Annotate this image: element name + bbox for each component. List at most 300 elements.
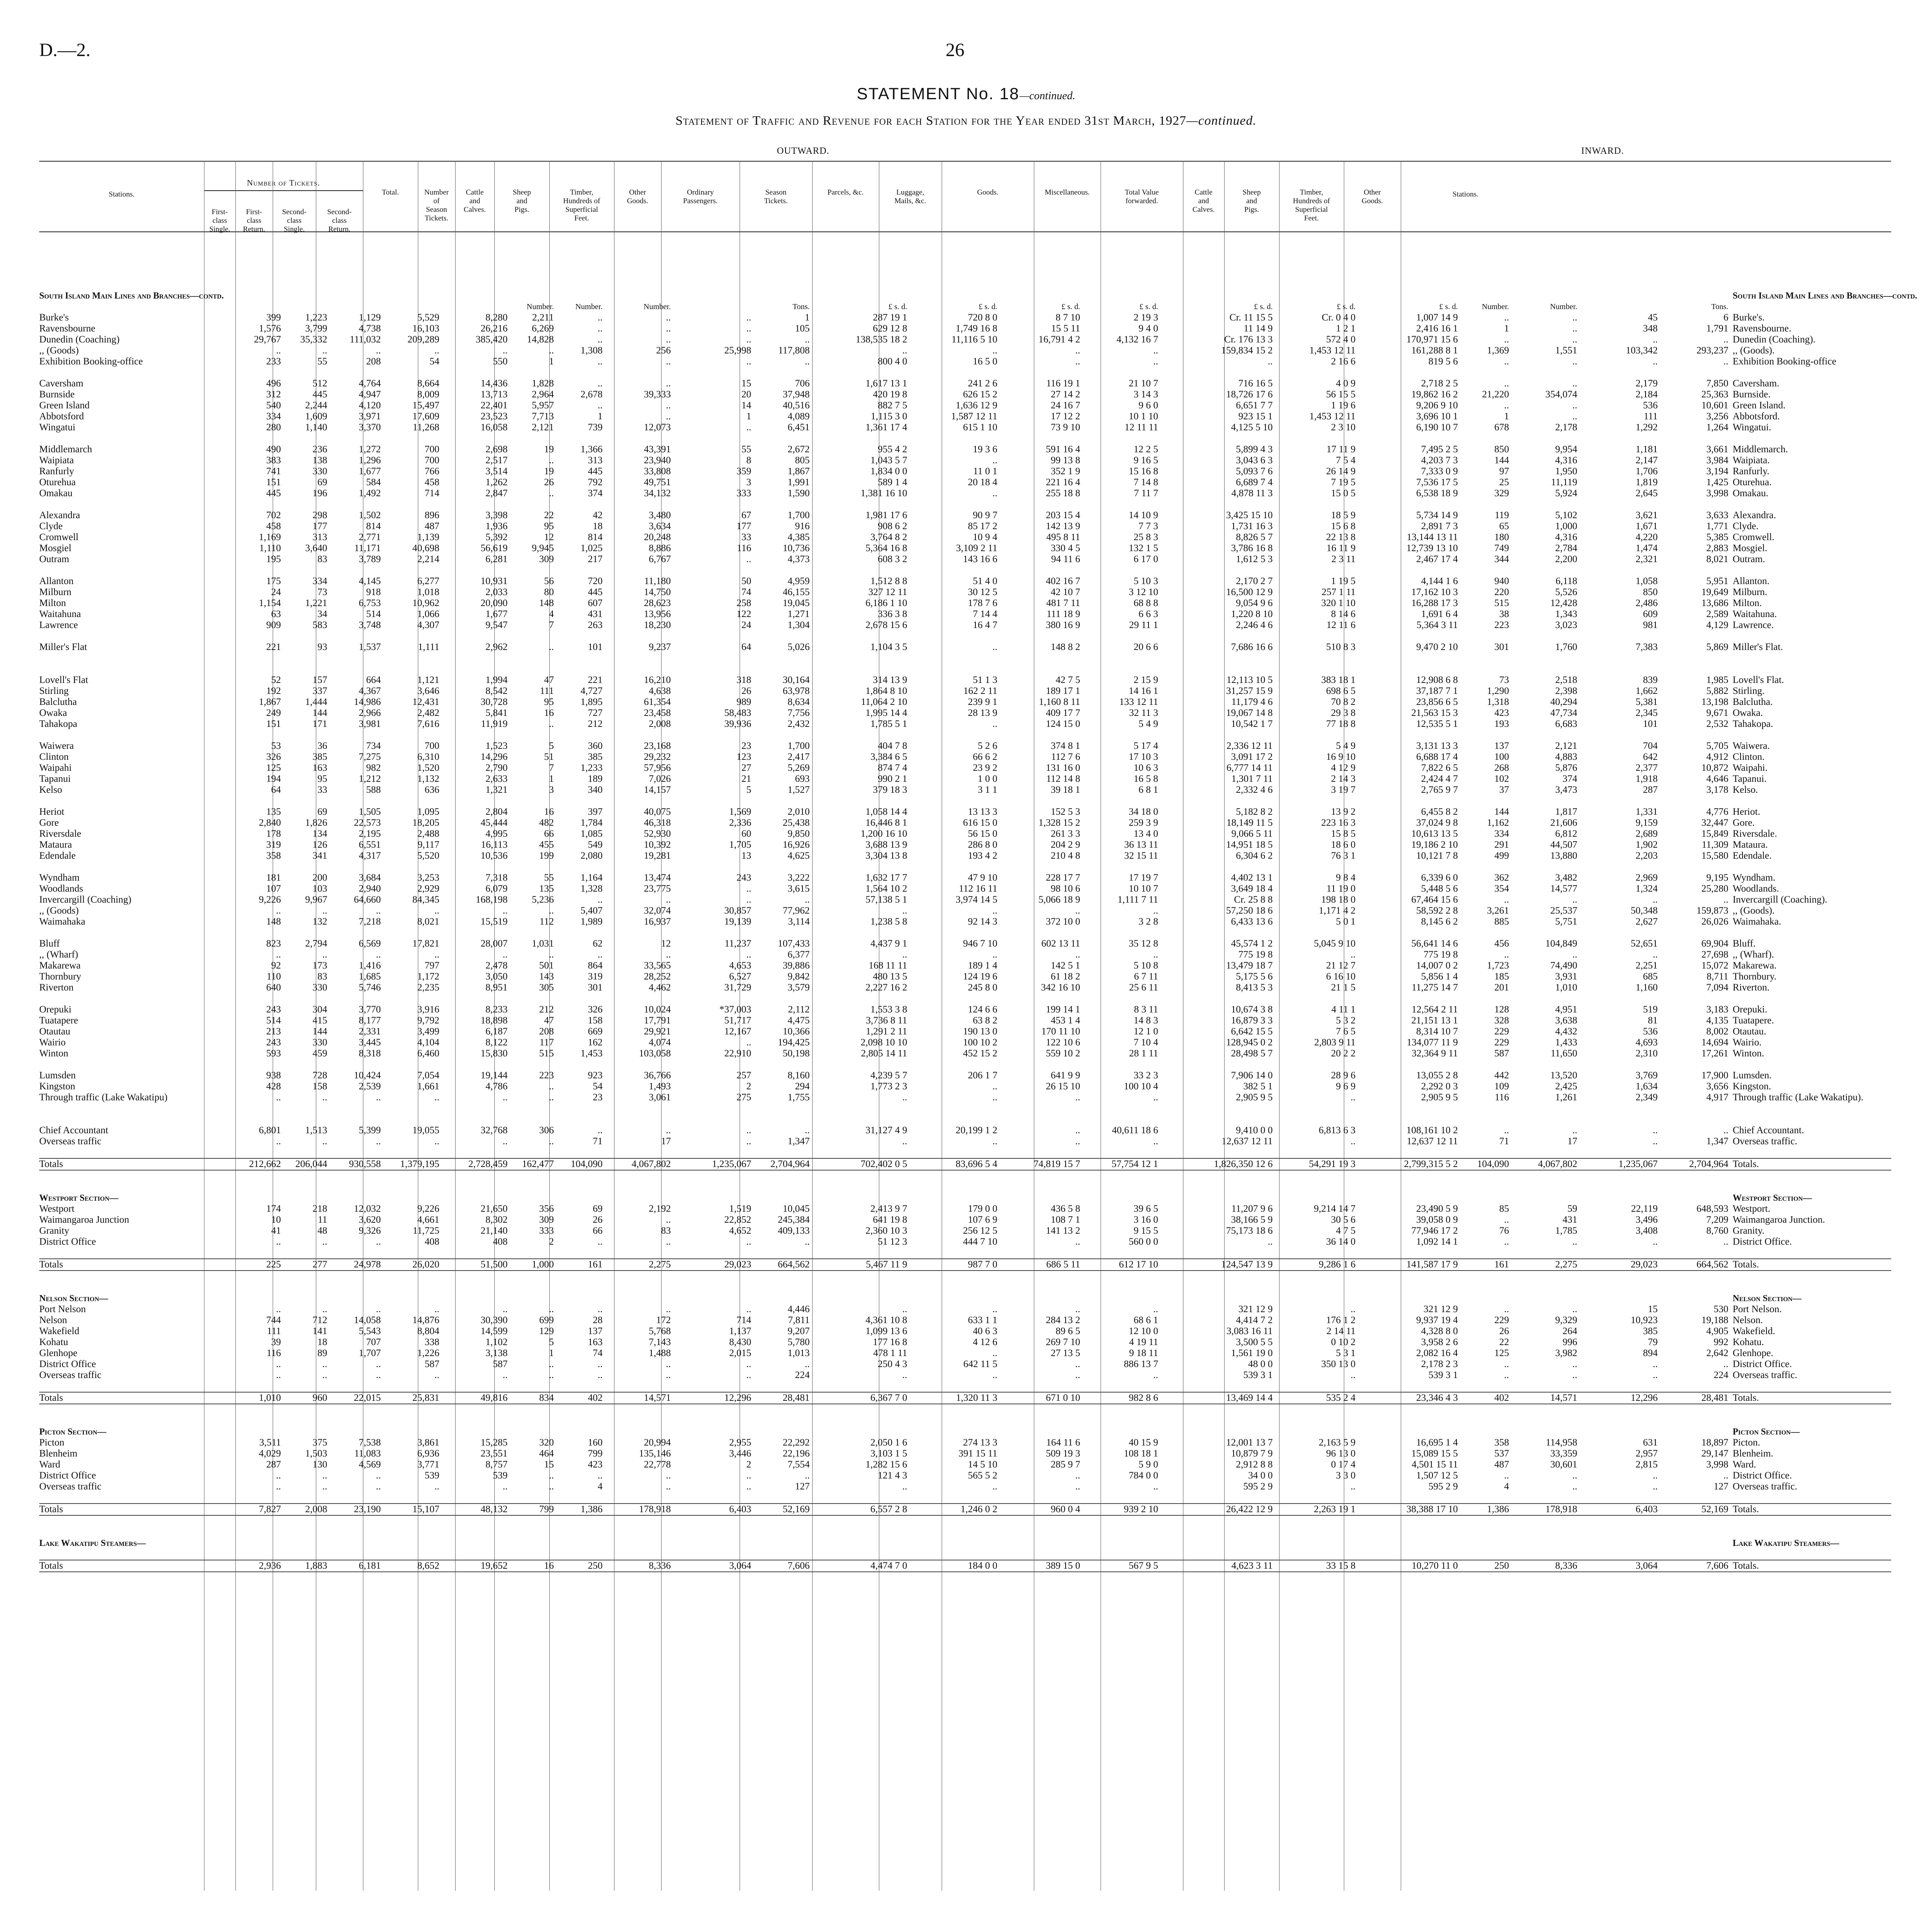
- station-row: [39, 587, 1891, 598]
- cell-first-single: 243: [266, 1037, 281, 1048]
- empty-cell: [383, 1293, 441, 1304]
- station-row: [39, 1315, 1891, 1326]
- station-row: [39, 708, 1891, 719]
- cell-first-single: 1,154: [259, 598, 281, 608]
- cell-misc: 4 12 9: [1331, 763, 1356, 773]
- cell-goods: ..: [1268, 1236, 1273, 1247]
- cell-season-tickets: 179 0 0: [968, 1203, 997, 1214]
- cell-luggage: 132 1 5: [1128, 543, 1158, 553]
- cell-season-tickets: 162 2 11: [963, 686, 997, 696]
- cell-sheep: 29,921: [643, 1026, 671, 1037]
- cell-total-value: 2,799,315 5 2: [1358, 1158, 1460, 1170]
- cell-in-other: 8,002: [1706, 1026, 1728, 1037]
- empty-cell: [556, 1293, 605, 1304]
- cell-sheep: 19,281: [643, 850, 671, 861]
- cell-luggage: 133 12 11: [1119, 697, 1158, 707]
- station-name: District Office: [39, 1470, 96, 1481]
- cell-in-cattle: 180: [1494, 532, 1509, 543]
- cell-cattle: ..: [598, 949, 603, 960]
- cell-second-return: 5,529: [417, 312, 439, 323]
- station-row: [39, 905, 1891, 916]
- cell-ord-pass: 121 4 3: [878, 1470, 908, 1481]
- spacer-cell: [39, 1492, 1891, 1504]
- cell-first-single: ..: [276, 1359, 281, 1369]
- cell-season-tickets: 11,116 5 10: [951, 334, 997, 345]
- cell-in-cattle: 76: [1499, 1225, 1509, 1236]
- cell-goods: 2,905 9 5: [1236, 1092, 1273, 1103]
- cell-luggage: 34 18 0: [1128, 807, 1158, 817]
- cell-ord-pass: 882 7 5: [878, 400, 908, 411]
- cell-in-cattle: 456: [1494, 938, 1509, 949]
- cell-total-value: 6,339 6 0: [1421, 872, 1458, 883]
- cell-total-value: 595 2 9: [1428, 1481, 1458, 1492]
- station-name: Allanton: [39, 576, 74, 586]
- cell-other-goods: 1,304: [787, 620, 810, 630]
- cell-total-value: 321 12 9: [1423, 1304, 1458, 1314]
- station-name: Dunedin (Coaching): [39, 334, 120, 345]
- cell-second-return: 487: [425, 521, 439, 532]
- cell-in-sheep: 12,428: [1550, 598, 1577, 608]
- cell-misc: 18 5 9: [1331, 510, 1356, 521]
- cell-other-goods: ..: [805, 356, 810, 367]
- cell-in-timber: 2,203: [1635, 850, 1658, 861]
- cell-second-single: 10,424: [354, 1070, 381, 1081]
- cell-in-other: 4,912: [1706, 752, 1728, 762]
- cell-season: 223: [539, 1070, 554, 1081]
- cell-goods: 3,083 16 11: [1226, 1326, 1273, 1336]
- cell-total: 56,619: [480, 543, 508, 553]
- cell-cattle: 160: [588, 1437, 603, 1448]
- cell-season: ..: [549, 1481, 554, 1492]
- cell-misc: 698 6 5: [1326, 686, 1356, 696]
- empty-cell: [1275, 1426, 1358, 1437]
- cell-in-cattle: 85: [1499, 1203, 1509, 1214]
- cell-total-value: 2,424 4 7: [1421, 774, 1458, 784]
- cell-luggage: 100 10 4: [1124, 1081, 1158, 1092]
- cell-first-single: 280: [266, 422, 281, 433]
- cell-parcels: 686 5 11: [999, 1259, 1082, 1271]
- cell-in-other: 2,589: [1706, 609, 1728, 619]
- cell-second-return: 9,226: [417, 1203, 439, 1214]
- cell-timber: 33: [741, 532, 751, 543]
- cell-season: 9,945: [532, 543, 554, 553]
- cell-luggage: 3 2 8: [1138, 916, 1158, 927]
- cell-goods: 10,542 1 7: [1231, 719, 1273, 729]
- station-row: [39, 609, 1891, 620]
- station-name-right: Waimangaroa Junction.: [1732, 1214, 1825, 1225]
- empty-cell: [1358, 290, 1460, 301]
- empty-cell: [441, 1426, 510, 1437]
- cell-timber: 22,910: [724, 1048, 751, 1059]
- empty-cell: [1275, 1538, 1358, 1549]
- cell-in-cattle: 223: [1494, 620, 1509, 630]
- cell-other-goods: 664,562: [753, 1259, 812, 1271]
- statement-label: STATEMENT No. 18: [857, 84, 1020, 103]
- cell-season-tickets: ..: [992, 905, 997, 916]
- cell-in-other: 224: [1713, 1370, 1728, 1380]
- cell-ord-pass: ..: [902, 1370, 908, 1380]
- cell-cattle: 1,164: [580, 872, 603, 883]
- cell-cattle: 2,678: [580, 389, 603, 400]
- cell-season-tickets: 256 12 5: [963, 1225, 997, 1236]
- cell-total-value: 9,470 2 10: [1416, 642, 1458, 652]
- cell-timber: 27: [741, 763, 751, 773]
- cell-second-single: ..: [376, 1359, 381, 1369]
- cell-cattle: 1,308: [580, 345, 603, 356]
- cell-timber: 1,519: [729, 1203, 751, 1214]
- spacer-cell: [39, 631, 1891, 642]
- cell-second-single: 6,181: [329, 1560, 383, 1572]
- station-name: Green Island: [39, 400, 90, 411]
- cell-ord-pass: 11,064 2 10: [861, 697, 908, 707]
- cell-misc: 33 15 8: [1275, 1560, 1358, 1572]
- cell-in-sheep: 33,359: [1550, 1448, 1577, 1459]
- cell-in-other: ..: [1723, 894, 1728, 905]
- cell-total-value: 38,388 17 10: [1358, 1504, 1460, 1515]
- cell-in-timber: 685: [1643, 971, 1658, 982]
- cell-ord-pass: 1,553 3 8: [870, 1004, 908, 1015]
- cell-season-tickets: 190 13 0: [963, 1026, 997, 1037]
- cell-parcels: ..: [1075, 1370, 1081, 1380]
- cell-cattle: 42: [592, 510, 603, 521]
- cell-parcels: 24 16 7: [1051, 400, 1081, 411]
- cell-in-other: 7,209: [1706, 1214, 1728, 1225]
- cell-other-goods: ..: [805, 334, 810, 345]
- cell-first-return: 196: [312, 488, 328, 499]
- station-row: [39, 389, 1891, 400]
- header-rule-top: [39, 161, 1891, 162]
- cell-in-timber: 50,348: [1631, 905, 1658, 916]
- cell-second-return: 18,205: [412, 817, 439, 828]
- cell-in-sheep: ..: [1572, 411, 1577, 422]
- cell-second-single: ..: [376, 1470, 381, 1481]
- cell-first-return: 33: [317, 785, 328, 795]
- cell-timber: 12,296: [673, 1392, 753, 1404]
- cell-in-cattle: 1,386: [1460, 1504, 1511, 1515]
- cell-first-return: 1,826: [305, 817, 328, 828]
- station-name-right: Mosgiel.: [1732, 543, 1768, 553]
- cell-misc: 6 16 10: [1326, 971, 1356, 982]
- cell-first-return: 728: [312, 1070, 328, 1081]
- cell-misc: 223 16 3: [1321, 817, 1356, 828]
- cell-ord-pass: ..: [902, 1092, 908, 1103]
- cell-goods: 7,906 14 0: [1231, 1070, 1273, 1081]
- totals-row: [39, 1158, 1891, 1170]
- cell-in-cattle: 193: [1494, 719, 1509, 729]
- cell-total-value: 4,501 15 11: [1411, 1459, 1458, 1470]
- spacer-row: [39, 631, 1891, 642]
- cell-in-other: 6: [1723, 312, 1728, 323]
- cell-other-goods: 409,133: [778, 1225, 810, 1236]
- cell-cattle: 104,090: [556, 1158, 605, 1170]
- cell-parcels: 402 16 7: [1046, 576, 1081, 586]
- section-title-row: [39, 1426, 1891, 1437]
- unit-label: £ s. d.: [1139, 302, 1158, 311]
- cell-first-single: 2,840: [259, 817, 281, 828]
- cell-in-other: 5,385: [1706, 532, 1728, 543]
- cell-luggage: 68 8 8: [1134, 598, 1158, 608]
- cell-timber: 12,167: [724, 1026, 751, 1037]
- cell-other-goods: 30,164: [782, 675, 810, 685]
- station-row: [39, 1470, 1891, 1481]
- cell-total-value: 4,203 7 3: [1421, 455, 1458, 466]
- cell-first-return: 1,513: [305, 1125, 328, 1136]
- cell-total: 23,551: [480, 1448, 508, 1459]
- cell-ord-pass: 1,632 17 7: [865, 872, 908, 883]
- cell-goods: 9,054 9 6: [1236, 598, 1273, 608]
- cell-ord-pass: 3,304 13 8: [865, 850, 908, 861]
- cell-in-timber: 1,058: [1635, 576, 1658, 586]
- cell-parcels: 39 18 1: [1051, 785, 1081, 795]
- spacer-cell: [39, 367, 1891, 378]
- cell-luggage: 29 11 1: [1129, 620, 1158, 630]
- station-name-right: Clyde.: [1732, 521, 1759, 532]
- spacer-row: [39, 664, 1891, 675]
- station-name: Gore: [39, 817, 59, 828]
- cell-first-return: 9,967: [305, 894, 328, 905]
- cell-second-return: 2,488: [417, 828, 439, 839]
- cell-ord-pass: ..: [902, 1481, 908, 1492]
- cell-sheep: 46,318: [643, 817, 671, 828]
- empty-cell: [329, 1192, 383, 1203]
- cell-goods: 4,878 11 3: [1231, 488, 1273, 499]
- station-name-right: Milburn.: [1732, 587, 1768, 597]
- cell-first-single: ..: [276, 1136, 281, 1147]
- cell-goods: 321 12 9: [1238, 1304, 1273, 1314]
- cell-timber: ..: [746, 894, 751, 905]
- cell-in-sheep: 2,200: [1555, 554, 1577, 564]
- cell-timber: ..: [746, 323, 751, 334]
- cell-ord-pass: 1,291 2 11: [866, 1026, 908, 1037]
- cell-total: ..: [503, 1092, 508, 1103]
- cell-in-sheep: 2,178: [1555, 422, 1577, 433]
- empty-cell: [1660, 1293, 1730, 1304]
- station-name-right: Kingston.: [1732, 1081, 1771, 1092]
- cell-parcels: 602 13 11: [1041, 938, 1081, 949]
- inward-heading: INWARD.: [1581, 146, 1624, 156]
- cell-total: 48,132: [441, 1504, 510, 1515]
- cell-ord-pass: 2,050 1 6: [870, 1437, 908, 1448]
- cell-season: 309: [539, 554, 554, 564]
- cell-in-timber: 1,706: [1635, 466, 1658, 477]
- cell-first-return: 1,221: [305, 598, 328, 608]
- cell-parcels: 61 18 2: [1051, 971, 1081, 982]
- cell-total-value: 37,187 7 1: [1416, 686, 1458, 696]
- cell-cattle: 1,085: [580, 828, 603, 839]
- cell-second-return: ..: [434, 345, 439, 356]
- cell-other-goods: 4,625: [787, 850, 810, 861]
- cell-cattle: 28: [592, 1315, 603, 1325]
- cell-parcels: 73 9 10: [1051, 422, 1081, 433]
- empty-cell: [1511, 1192, 1579, 1203]
- cell-first-single: 1,867: [259, 697, 281, 707]
- cell-in-timber: 4,693: [1635, 1037, 1658, 1048]
- cell-first-single: ..: [276, 1236, 281, 1247]
- cell-second-return: 25,831: [383, 1392, 441, 1404]
- station-name: Mataura: [39, 839, 72, 850]
- cell-goods: 19,067 14 8: [1226, 708, 1273, 718]
- cell-sheep: 23,940: [643, 455, 671, 466]
- cell-season: 1,828: [532, 378, 554, 389]
- section-title-row: [39, 1293, 1891, 1304]
- header-season: Number of Season Tickets.: [424, 188, 449, 222]
- station-name: Burnside: [39, 389, 75, 400]
- cell-in-cattle: 229: [1494, 1026, 1509, 1037]
- cell-in-cattle: 38: [1499, 609, 1509, 619]
- cell-sheep: 49,751: [643, 477, 671, 488]
- cell-cattle: 397: [588, 807, 603, 817]
- cell-total-value: 6,688 17 4: [1416, 752, 1458, 762]
- cell-season-tickets: 13 13 3: [968, 807, 997, 817]
- cell-luggage: 14 16 1: [1128, 686, 1158, 696]
- cell-total: ..: [503, 1481, 508, 1492]
- cell-sheep: 29,232: [643, 752, 671, 762]
- station-row: [39, 598, 1891, 609]
- cell-in-cattle: 102: [1494, 774, 1509, 784]
- cell-second-single: 2,331: [359, 1026, 381, 1037]
- cell-cattle: 340: [588, 785, 603, 795]
- unit-label: Tons.: [1711, 302, 1728, 311]
- cell-misc: 7 6 5: [1336, 1026, 1356, 1037]
- station-name: Caversham: [39, 378, 84, 389]
- station-name: Picton: [39, 1437, 64, 1448]
- cell-season-tickets: 1,587 12 11: [951, 411, 997, 422]
- cell-timber: 6,527: [729, 971, 751, 982]
- spacer-row: [39, 565, 1891, 576]
- cell-luggage: ..: [1153, 1481, 1158, 1492]
- station-row: [39, 1236, 1891, 1247]
- cell-second-return: 40,698: [412, 543, 439, 553]
- station-name-right: ,, (Wharf).: [1732, 949, 1774, 960]
- cell-goods: 10,879 7 9: [1231, 1448, 1273, 1459]
- cell-sheep: 33,808: [643, 466, 671, 477]
- cell-timber: 24: [741, 620, 751, 630]
- cell-season-tickets: ..: [992, 1370, 997, 1380]
- cell-total-value: 7,822 6 5: [1421, 763, 1458, 773]
- cell-parcels: 142 13 9: [1046, 521, 1081, 532]
- station-row: [39, 455, 1891, 466]
- cell-in-other: 3,998: [1706, 1459, 1728, 1470]
- station-name: Kingston: [39, 1081, 75, 1092]
- cell-luggage: 32 11 3: [1129, 708, 1158, 718]
- cell-parcels: 124 15 0: [1046, 719, 1081, 729]
- cell-misc: 9 6 9: [1336, 1081, 1356, 1092]
- cell-first-single: 249: [266, 708, 281, 718]
- cell-first-single: 192: [266, 686, 281, 696]
- cell-cattle: 923: [588, 1070, 603, 1081]
- station-name-right: Tahakopa.: [1732, 719, 1773, 729]
- cell-first-single: 399: [266, 312, 281, 323]
- cell-in-sheep: 374: [1562, 774, 1577, 784]
- cell-first-single: 1,576: [259, 323, 281, 334]
- station-name-right: Totals.: [1730, 1392, 1891, 1404]
- cell-other-goods: 6,377: [787, 949, 810, 960]
- cell-parcels: 141 13 2: [1046, 1225, 1081, 1236]
- station-row: [39, 839, 1891, 850]
- cell-season: 7: [549, 620, 554, 630]
- cell-misc: 4 11 1: [1331, 1004, 1356, 1015]
- cell-first-return: 375: [312, 1437, 328, 1448]
- cell-first-single: 540: [266, 400, 281, 411]
- cell-goods: 13,479 18 7: [1226, 960, 1273, 971]
- cell-season-tickets: 616 15 0: [963, 817, 997, 828]
- station-name: Tuatapere: [39, 1015, 78, 1026]
- cell-in-other: 15,072: [1701, 960, 1728, 971]
- cell-total: 1,321: [485, 785, 508, 795]
- cell-sheep: 12,073: [643, 422, 671, 433]
- cell-total-value: 134,077 11 9: [1407, 1037, 1458, 1048]
- cell-second-return: 3,646: [417, 686, 439, 696]
- cell-total: 15,830: [480, 1048, 508, 1059]
- cell-in-timber: 22,119: [1631, 1203, 1658, 1214]
- cell-misc: 1 19 5: [1331, 576, 1356, 586]
- cell-in-timber: 981: [1643, 620, 1658, 630]
- station-name: Port Nelson: [39, 1304, 86, 1314]
- cell-in-cattle: 3,261: [1487, 905, 1509, 916]
- cell-in-other: 7,850: [1706, 378, 1728, 389]
- cell-sheep: 11,180: [644, 576, 671, 586]
- cell-in-sheep: 9,329: [1555, 1315, 1577, 1325]
- cell-sheep: 32,074: [643, 905, 671, 916]
- cell-goods: 1,220 8 10: [1231, 609, 1273, 619]
- cell-goods: 716 16 5: [1238, 378, 1273, 389]
- cell-second-single: 4,145: [359, 576, 381, 586]
- spacer-row: [39, 1103, 1891, 1114]
- empty-cell: [999, 1538, 1082, 1549]
- cell-other-goods: 1,271: [787, 609, 810, 619]
- cell-timber: 2,955: [729, 1437, 751, 1448]
- cell-misc: 0 10 2: [1331, 1337, 1356, 1347]
- cell-second-return: 4,307: [417, 620, 439, 630]
- cell-first-single: ..: [276, 1304, 281, 1314]
- cell-cattle: 1: [598, 411, 603, 422]
- cell-second-single: 7,538: [359, 1437, 381, 1448]
- station-name-right: ,, (Goods).: [1732, 345, 1775, 356]
- cell-in-sheep: 5,526: [1555, 587, 1577, 597]
- cell-in-other: 3,661: [1706, 444, 1728, 455]
- cell-in-cattle: 250: [1460, 1560, 1511, 1572]
- cell-misc: ..: [1351, 1481, 1356, 1492]
- station-name-right: Ranfurly.: [1732, 466, 1770, 477]
- cell-ord-pass: 1,058 14 4: [865, 807, 908, 817]
- station-name-right: Woodlands.: [1732, 883, 1779, 894]
- cell-in-timber: 2,251: [1635, 960, 1658, 971]
- cell-first-return: 341: [312, 850, 328, 861]
- cell-season: 305: [539, 982, 554, 993]
- cell-parcels: ..: [1075, 1470, 1081, 1481]
- spacer-cell: [39, 653, 1891, 664]
- cell-total-value: 21,563 15 3: [1411, 708, 1458, 718]
- cell-misc: 383 18 1: [1321, 675, 1356, 685]
- cell-in-sheep: 21,606: [1550, 817, 1577, 828]
- cell-in-timber: 1,902: [1635, 839, 1658, 850]
- cell-ord-pass: 608 3 2: [878, 554, 908, 564]
- cell-season: 95: [544, 697, 554, 707]
- cell-in-cattle: ..: [1504, 356, 1509, 367]
- cell-other-goods: ..: [805, 1236, 810, 1247]
- cell-first-return: ..: [322, 1092, 328, 1103]
- cell-in-other: 25,280: [1701, 883, 1728, 894]
- cell-total-value: 19,186 2 10: [1411, 839, 1458, 850]
- cell-in-cattle: 1,162: [1487, 817, 1509, 828]
- cell-first-return: ..: [322, 1136, 328, 1147]
- cell-ord-pass: 874 7 4: [878, 763, 908, 773]
- cell-total: 2,962: [485, 642, 508, 652]
- cell-in-sheep: 40,294: [1550, 697, 1577, 707]
- cell-total-value: 2,082 16 4: [1416, 1348, 1458, 1358]
- cell-first-single: 823: [266, 938, 281, 949]
- cell-sheep: 5,768: [649, 1326, 671, 1336]
